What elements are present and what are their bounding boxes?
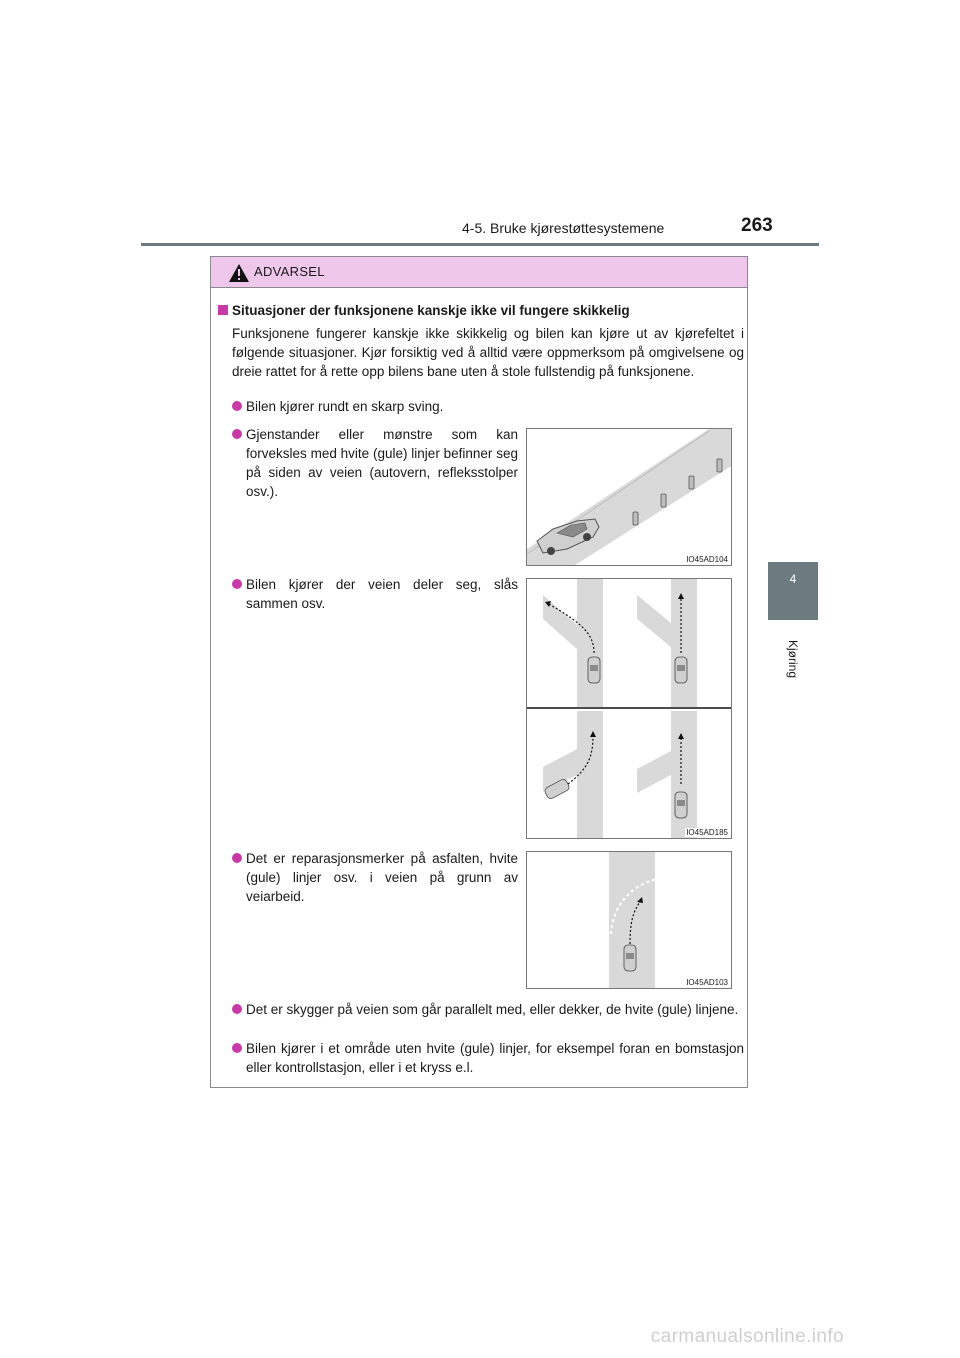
warning-label: ADVARSEL xyxy=(254,264,325,279)
figure-road-split xyxy=(526,578,732,839)
bullet-text: Det er reparasjonsmerker på asfalten, hvite (gule) linjer osv. i veien på grunn av veiarbeid. xyxy=(246,851,518,904)
chapter-tab xyxy=(768,562,818,620)
bullet-item xyxy=(232,1039,744,1077)
car-icon xyxy=(624,945,636,971)
section-title xyxy=(218,303,630,318)
bullet-text: Det er skygger på veien som går parallelt med, eller dekker, de hvite (gule) linjene. xyxy=(246,1002,739,1017)
page-number: 263 xyxy=(741,215,773,236)
figure-code: IO45AD185 xyxy=(686,828,728,837)
bullet-dot-icon xyxy=(232,1004,242,1014)
bullet-item xyxy=(232,849,518,906)
intro-paragraph: Funksjonene fungerer kanskje ikke skikkelig og bilen kan kjøre ut av kjørefeltet i følgende situasjoner. Kjør forsiktig ved å alltid være oppmerksom på omgivelsene og dreie rattet for å rette opp bilens bane uten å stole fullstendig på funksjonene. xyxy=(232,326,744,379)
warning-triangle-icon xyxy=(228,263,250,283)
page-header-title: 4-5. Bruke kjørestøttesystemene xyxy=(462,220,665,236)
figure-repair-marks xyxy=(526,851,732,989)
bullet-dot-icon xyxy=(232,579,242,589)
footer-watermark: carmanualsonline.info xyxy=(650,1326,844,1347)
bullet-item xyxy=(232,425,518,501)
bullet-dot-icon xyxy=(232,1043,242,1053)
header-rule xyxy=(141,243,819,246)
bullet-dot-icon xyxy=(232,401,242,411)
chapter-tab-label: Kjøring xyxy=(786,639,800,678)
bullet-dot-icon xyxy=(232,429,242,439)
section-square-icon xyxy=(218,305,228,315)
bullet-item xyxy=(232,1000,744,1019)
car-icon xyxy=(544,657,687,818)
bullet-item xyxy=(232,575,518,613)
bullet-text: Bilen kjører rundt en skarp sving. xyxy=(246,399,444,414)
bullet-dot-icon xyxy=(232,853,242,863)
figure-code: IO45AD103 xyxy=(686,978,728,987)
bullet-text: Bilen kjører i et område uten hvite (gule) linjer, for eksempel foran en bomstasjon eller kontrollstasjon, eller i et kryss e.l. xyxy=(246,1041,744,1075)
figure-reflector-posts xyxy=(526,428,732,566)
bullet-text: Bilen kjører der veien deler seg, slås sammen osv. xyxy=(246,577,518,611)
warning-banner xyxy=(211,257,747,288)
chapter-tab-number: 4 xyxy=(789,572,797,586)
bullet-text: Gjenstander eller mønstre som kan forveksles med hvite (gule) linjer befinner seg på siden av veien (autovern, refleksstolper osv.). xyxy=(246,427,518,499)
section-title-text: Situasjoner der funksjonene kanskje ikke vil fungere skikkelig xyxy=(232,303,630,318)
figure-code: IO45AD104 xyxy=(686,555,728,564)
warning-box xyxy=(210,256,748,1088)
bullet-item xyxy=(232,397,744,416)
